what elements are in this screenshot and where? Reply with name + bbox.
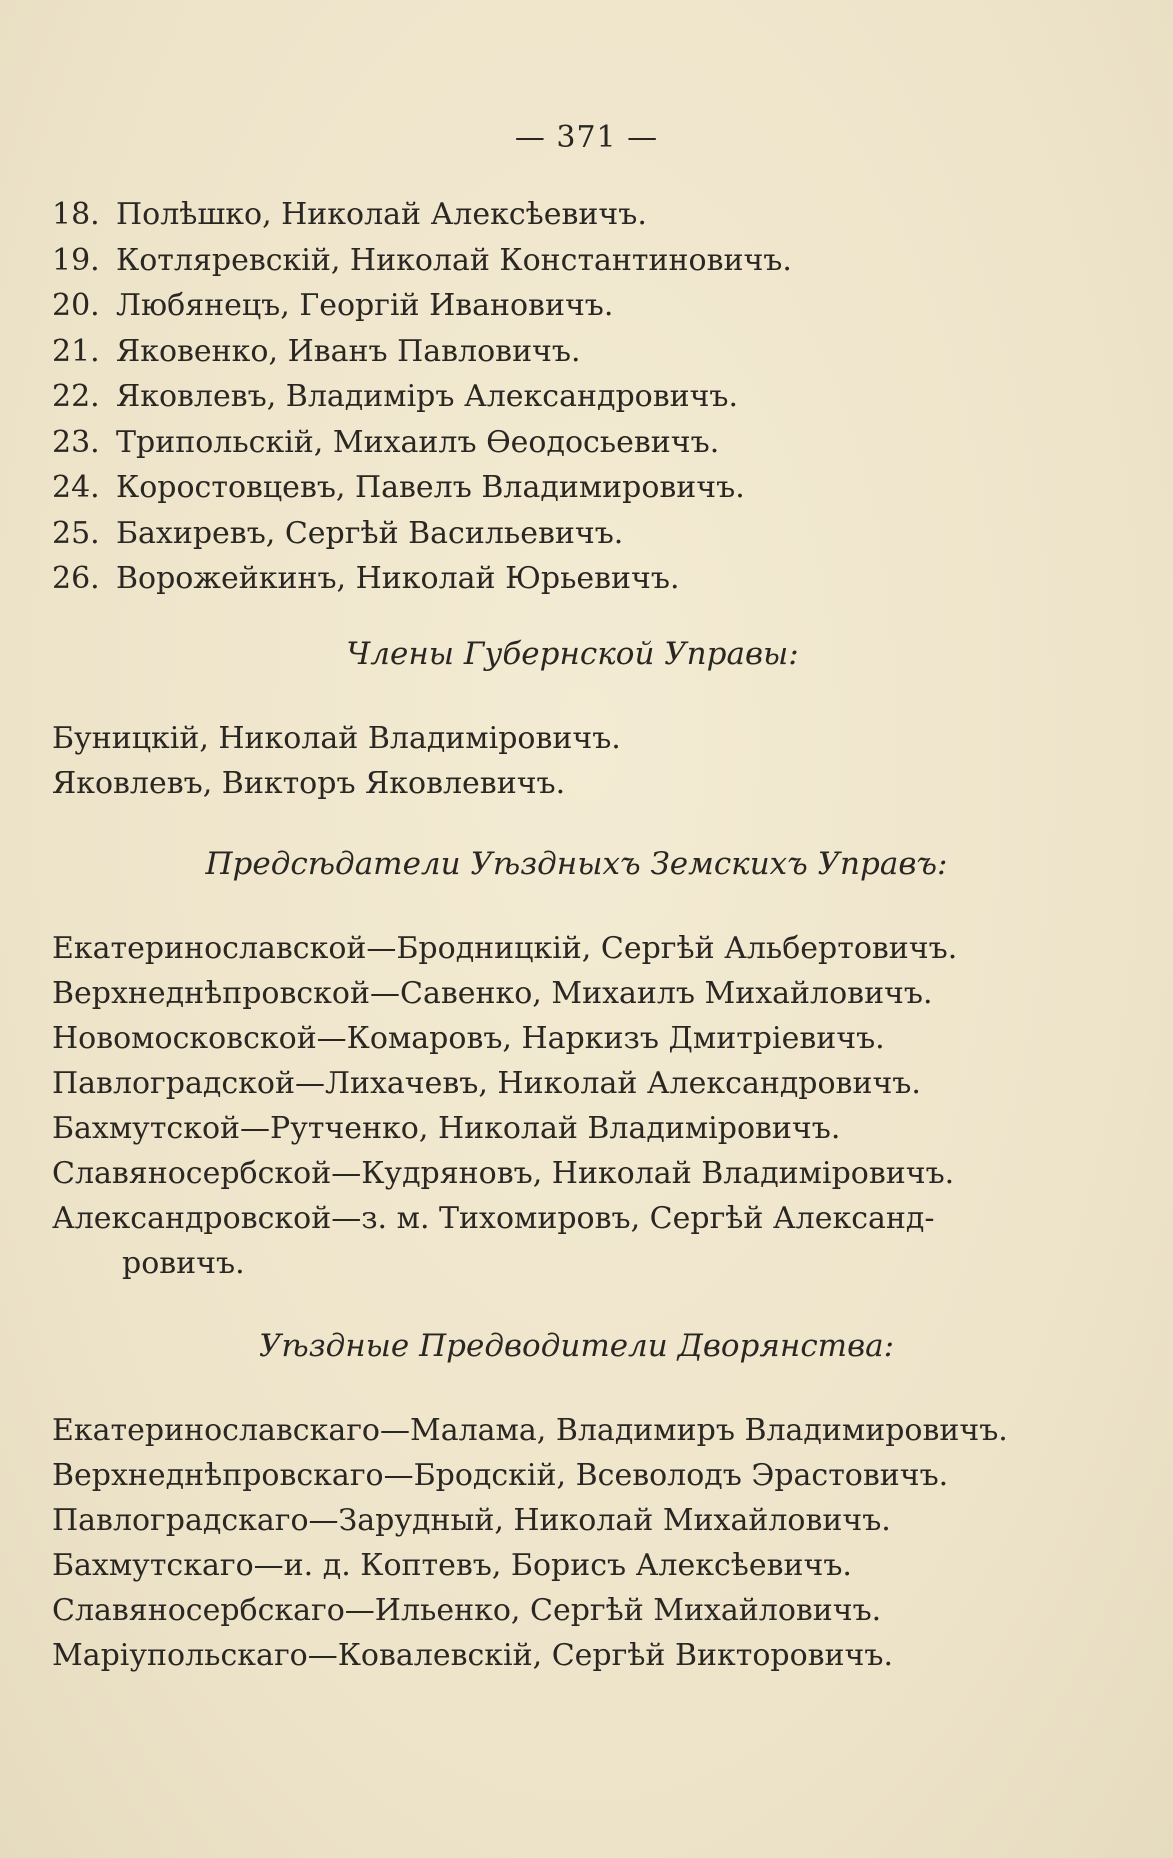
item-text: Трипольскій, Михаилъ Ѳеодосьевичъ. (116, 424, 720, 460)
list-item (52, 420, 792, 466)
item-number: 24. (52, 470, 100, 505)
item-number: 23. (52, 424, 100, 460)
list-item (52, 465, 792, 511)
item-text: Котляревскій, Николай Константиновичъ. (116, 242, 792, 278)
list-item: Екатеринославской—Бродницкій, Сергѣй Альбертовичъ. (52, 931, 958, 966)
item-text: Ворожейкинъ, Николай Юрьевичъ. (116, 561, 680, 596)
list-item (52, 192, 792, 238)
list-item: Екатеринославскаго—Малама, Владимиръ Владимировичъ. (52, 1413, 1008, 1448)
list-item: Славяносербской—Кудряновъ, Николай Владиміровичъ. (52, 1156, 955, 1191)
district-chairs-list (52, 926, 957, 1286)
list-item: Александровской—з. м. Тихомировъ, Сергѣй Александ- (52, 1201, 935, 1236)
numbered-member-list (52, 192, 792, 602)
list-item: Верхнеднѣпровской—Савенко, Михаилъ Михайловичъ. (52, 976, 933, 1011)
list-item: Буницкій, Николай Владиміровичъ. (52, 721, 621, 756)
list-item (52, 556, 792, 602)
list-item: Бахмутской—Рутченко, Николай Владиміровичъ. (52, 1111, 841, 1146)
item-number: 21. (52, 333, 100, 369)
item-number: 18. (52, 197, 100, 232)
item-number: 22. (52, 379, 100, 414)
list-item: Верхнеднѣпровскаго—Бродскій, Всеволодъ Эрастовичъ. (52, 1458, 949, 1493)
item-number: 19. (52, 242, 100, 278)
list-item: Маріупольскаго—Ковалевскій, Сергѣй Викторовичъ. (52, 1638, 893, 1673)
item-text: Бахиревъ, Сергѣй Васильевичъ. (116, 515, 624, 551)
item-number: 20. (52, 288, 100, 323)
nobility-marshals-list (52, 1408, 1008, 1678)
list-item: Славяносербскаго—Ильенко, Сергѣй Михайловичъ. (52, 1593, 882, 1628)
page-number: — 371 — (514, 120, 659, 155)
list-item (52, 511, 792, 557)
list-item: Бахмутскаго—и. д. Коптевъ, Борисъ Алексѣевичъ. (52, 1548, 852, 1583)
item-text: Яковенко, Иванъ Павловичъ. (116, 333, 581, 369)
list-item (52, 329, 792, 375)
list-item (52, 238, 792, 284)
list-item: Новомосковской—Комаровъ, Наркизъ Дмитріевичъ. (52, 1021, 885, 1056)
board-members-list (52, 716, 621, 806)
list-item (52, 374, 792, 420)
item-text: Коростовцевъ, Павелъ Владимировичъ. (116, 470, 745, 505)
item-number: 25. (52, 515, 100, 551)
list-item: Яковлевъ, Викторъ Яковлевичъ. (52, 766, 566, 801)
item-text: Любянецъ, Георгій Ивановичъ. (116, 288, 614, 323)
item-text: Полѣшко, Николай Алексѣевичъ. (116, 197, 647, 232)
section-heading-district-chairs: Предсѣдатели Уѣздныхъ Земскихъ Управъ: (205, 846, 948, 882)
list-item (52, 283, 792, 329)
list-item: Павлоградскаго—Зарудный, Николай Михайловичъ. (52, 1503, 891, 1538)
section-heading-board-members: Члены Губернской Управы: (346, 636, 799, 672)
section-heading-nobility-marshals: Уѣздные Предводители Дворянства: (258, 1328, 895, 1364)
item-text: Яковлевъ, Владиміръ Александровичъ. (116, 379, 739, 414)
item-number: 26. (52, 561, 100, 596)
continuation-text: ровичъ. (122, 1246, 245, 1281)
list-item: Павлоградской—Лихачевъ, Николай Александровичъ. (52, 1066, 921, 1101)
list-item-continuation (52, 1241, 957, 1286)
